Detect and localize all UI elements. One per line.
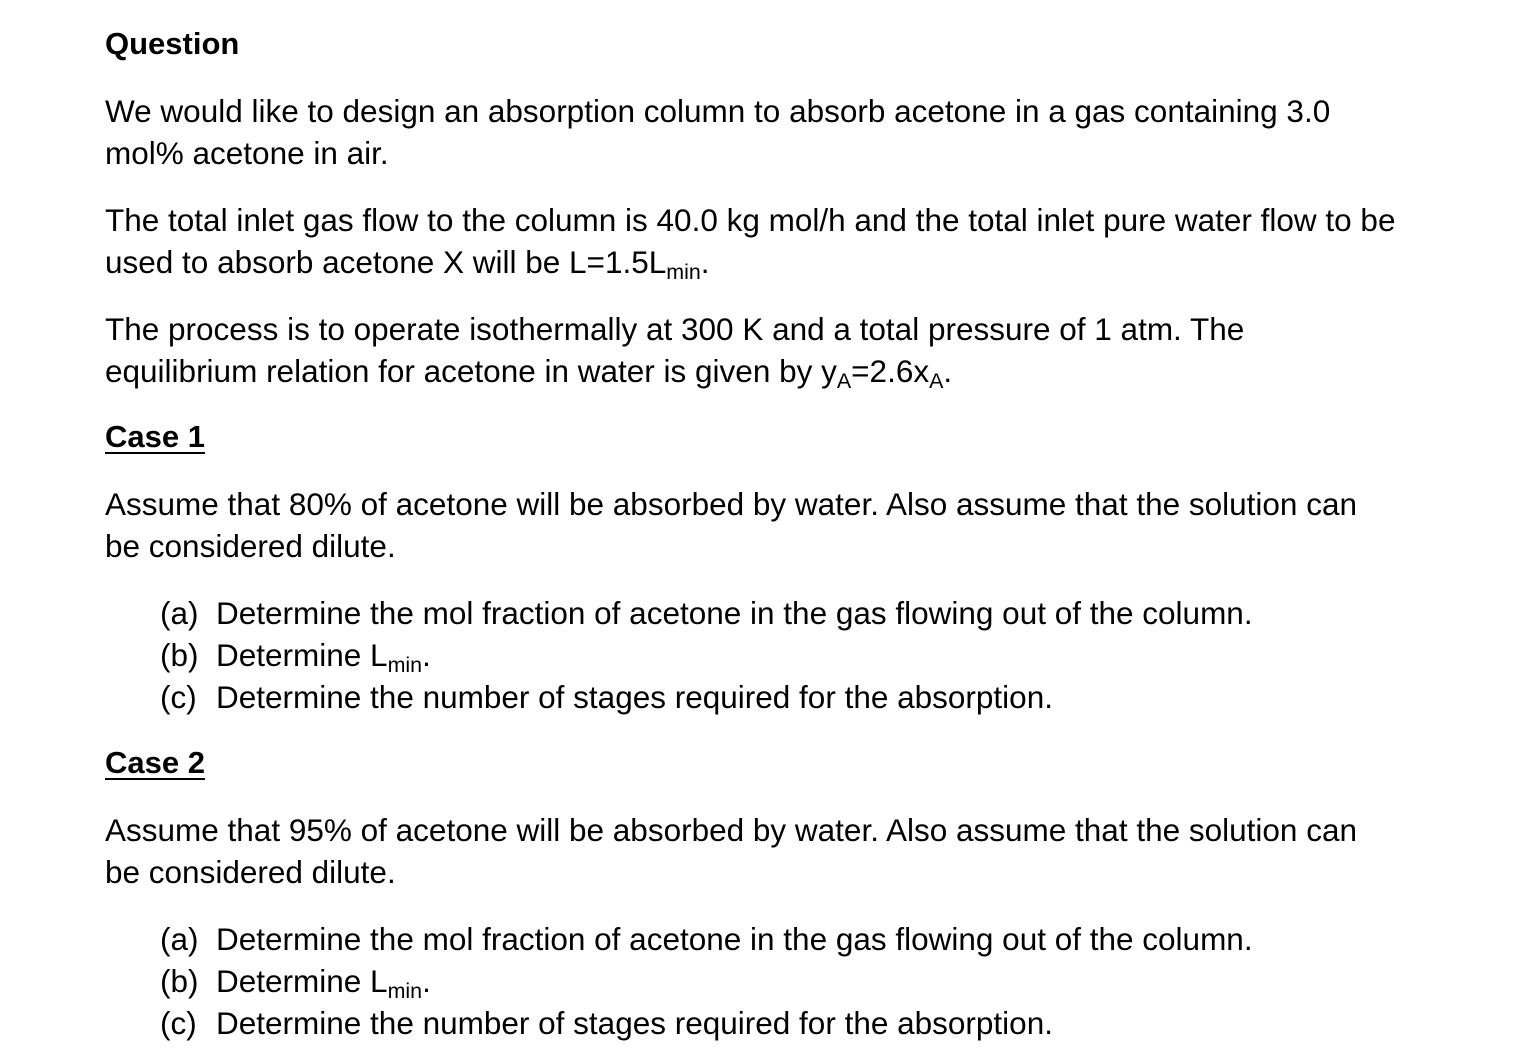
item-text: Determine the mol fraction of acetone in the gas flowing out of the column.: [216, 921, 1253, 957]
case-2-item-b: [160, 960, 431, 1006]
item-text: Determine the number of stages required for the absorption.: [216, 1005, 1053, 1041]
p3-text: equilibrium relation for acetone in water is given by y: [105, 353, 837, 389]
item-subscript-min: min: [387, 979, 423, 1004]
case-2-title: Case 2: [105, 745, 205, 780]
case-1-item-c: [160, 676, 1053, 718]
case-2-item-a: [160, 918, 1253, 960]
paragraph-2-line-1: The total inlet gas flow to the column is 40.0 kg mol/h and the total inlet pure water flow to be: [105, 202, 1396, 238]
paragraph-2-line-2: [105, 241, 1520, 287]
case-1-line-1: Assume that 80% of acetone will be absorbed by water. Also assume that the solution can: [105, 486, 1357, 522]
question-heading: Question: [105, 26, 240, 61]
item-label: (b): [160, 963, 199, 999]
item-label: (c): [160, 679, 197, 715]
item-period: .: [422, 637, 431, 673]
case-2-item-c: [160, 1002, 1053, 1044]
p3-subscript-a1: A: [836, 369, 852, 394]
item-text: Determine the number of stages required for the absorption.: [216, 679, 1053, 715]
paragraph-3: [105, 308, 1520, 396]
case-1-line-2: be considered dilute.: [105, 528, 396, 564]
item-text: Determine L: [216, 637, 388, 673]
case-1-paragraph: [105, 483, 1520, 567]
item-label: (a): [160, 921, 199, 957]
case-1-item-b: [160, 634, 431, 680]
item-text: Determine L: [216, 963, 388, 999]
case-2-heading: [105, 742, 1520, 784]
item-text: Determine the mol fraction of acetone in the gas flowing out of the column.: [216, 595, 1253, 631]
p3-subscript-a2: A: [929, 369, 944, 394]
item-subscript-min: min: [387, 653, 423, 678]
case-1-title: Case 1: [105, 419, 205, 454]
paragraph-1-line-1: We would like to design an absorption column to absorb acetone in a gas containing 3.0: [105, 93, 1331, 129]
case-2-paragraph: [105, 809, 1520, 893]
p2-period: .: [700, 244, 710, 280]
item-period: .: [422, 963, 431, 999]
item-label: (b): [160, 637, 199, 673]
paragraph-1-line-2: mol% acetone in air.: [105, 135, 389, 171]
item-label: (c): [160, 1005, 197, 1041]
item-label: (a): [160, 595, 199, 631]
case-2-line-1: Assume that 95% of acetone will be absorbed by water. Also assume that the solution can: [105, 812, 1357, 848]
case-2-line-2: be considered dilute.: [105, 854, 396, 890]
paragraph-3-line-1: The process is to operate isothermally at 300 K and a total pressure of 1 atm. The: [105, 311, 1245, 347]
p2-subscript-min: min: [666, 260, 701, 285]
paragraph-2: [105, 199, 1520, 287]
paragraph-1: [105, 90, 1520, 174]
p3-equation: =2.6x: [851, 353, 930, 389]
p2-text: used to absorb acetone X will be L=1.5L: [105, 244, 667, 280]
paragraph-3-line-2: [105, 350, 1520, 396]
p3-period: .: [943, 353, 953, 389]
case-1-item-a: [160, 592, 1253, 634]
case-1-heading: [105, 416, 1520, 458]
